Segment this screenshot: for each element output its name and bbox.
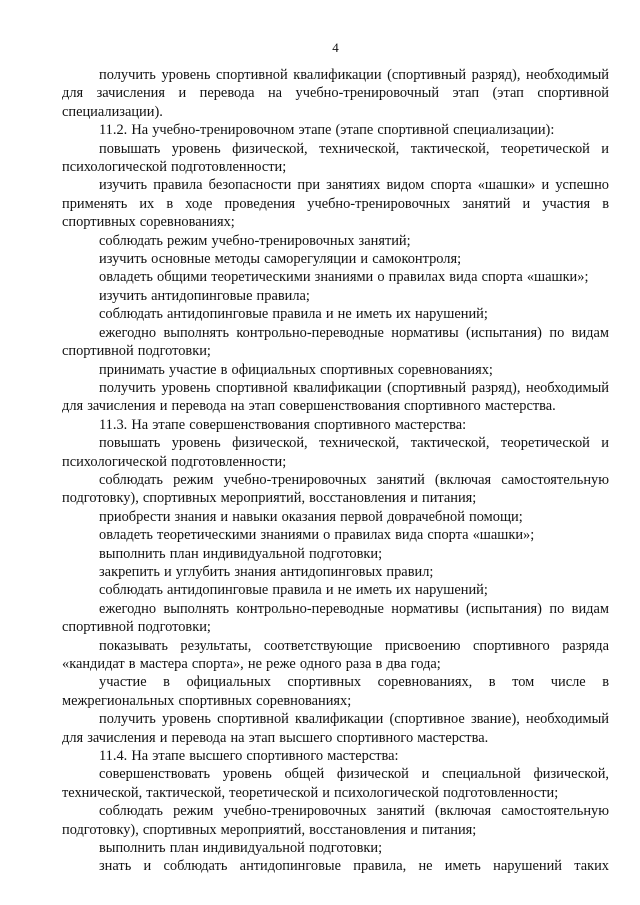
paragraph: овладеть общими теоретическими знаниями о правилах вида спорта «шашки»; — [99, 269, 589, 286]
paragraph: изучить антидопинговые правила; — [99, 287, 310, 304]
paragraph: ежегодно выполнять контрольно-переводные нормативы (испытания) по видам спортивной подготовки; — [62, 324, 609, 360]
paragraph: соблюдать режим учебно-тренировочных занятий; — [99, 232, 411, 249]
paragraph: соблюдать антидопинговые правила и не иметь их нарушений; — [99, 306, 488, 323]
paragraph: повышать уровень физической, технической, тактической, теоретической и психологической подготовленности; — [62, 140, 609, 176]
paragraph: совершенствовать уровень общей физической и специальной физической, технической, тактической, теоретической и психологической подготовленности; — [62, 766, 609, 801]
paragraph: изучить основные методы саморегуляции и самоконтроля; — [99, 251, 462, 268]
section-heading: 11.3. На этапе совершенствования спортивного мастерства: — [99, 416, 467, 433]
paragraph: принимать участие в официальных спортивных соревнованиях; — [99, 361, 493, 378]
paragraph: закрепить и углубить знания антидопинговых правил; — [99, 563, 434, 580]
paragraph: ежегодно выполнять контрольно-переводные нормативы (испытания) по видам спортивной подготовки; — [62, 600, 609, 636]
paragraph: соблюдать антидопинговые правила и не иметь их нарушений; — [99, 582, 488, 599]
paragraph: получить уровень спортивной квалификации (спортивное звание), необходимый для зачисления и перевода на этап высшего спортивного мастерства. — [62, 711, 609, 746]
paragraph: овладеть теоретическими знаниями о правилах вида спорта «шашки»; — [99, 527, 535, 544]
paragraph: получить уровень спортивной квалификации (спортивный разряд), необходимый для зачисления и перевода на этап совершенствования спортивного мастерства. — [62, 379, 609, 415]
paragraph: соблюдать режим учебно-тренировочных занятий (включая самостоятельную подготовку), спортивных мероприятий, восстановления и питания; — [62, 803, 609, 838]
section-heading: 11.4. На этапе высшего спортивного мастерства: — [99, 748, 399, 765]
paragraph: выполнить план индивидуальной подготовки; — [99, 840, 383, 857]
page-number: 4 — [332, 40, 339, 55]
paragraph: участие в официальных спортивных соревнованиях, в том числе в межрегиональных спортивных соревнованиях; — [62, 674, 609, 709]
paragraph: повышать уровень физической, технической, тактической, теоретической и психологической подготовленности; — [62, 435, 609, 470]
section-heading: 11.2. На учебно-тренировочном этапе (этапе спортивной специализации): — [99, 122, 555, 139]
paragraph: получить уровень спортивной квалификации (спортивный разряд), необходимый для зачисления и перевода на учебно-тренировочный этап (этап спортивной специализации). — [62, 67, 609, 120]
paragraph: соблюдать режим учебно-тренировочных занятий (включая самостоятельную подготовку), спортивных мероприятий, восстановления и питания; — [62, 471, 609, 507]
paragraph: приобрести знания и навыки оказания первой доврачебной помощи; — [99, 508, 523, 525]
paragraph: показывать результаты, соответствующие присвоению спортивного разряда «кандидат в мастера спорта», не реже одного раза в два года; — [62, 637, 609, 672]
paragraph: знать и соблюдать антидопинговые правила, не иметь нарушений таких — [99, 858, 609, 875]
paragraph: выполнить план индивидуальной подготовки; — [99, 545, 383, 562]
paragraph: изучить правила безопасности при занятиях видом спорта «шашки» и успешно применять их в ходе проведения учебно-тренировочных занятий и участия в спортивных соревнованиях; — [62, 177, 609, 231]
